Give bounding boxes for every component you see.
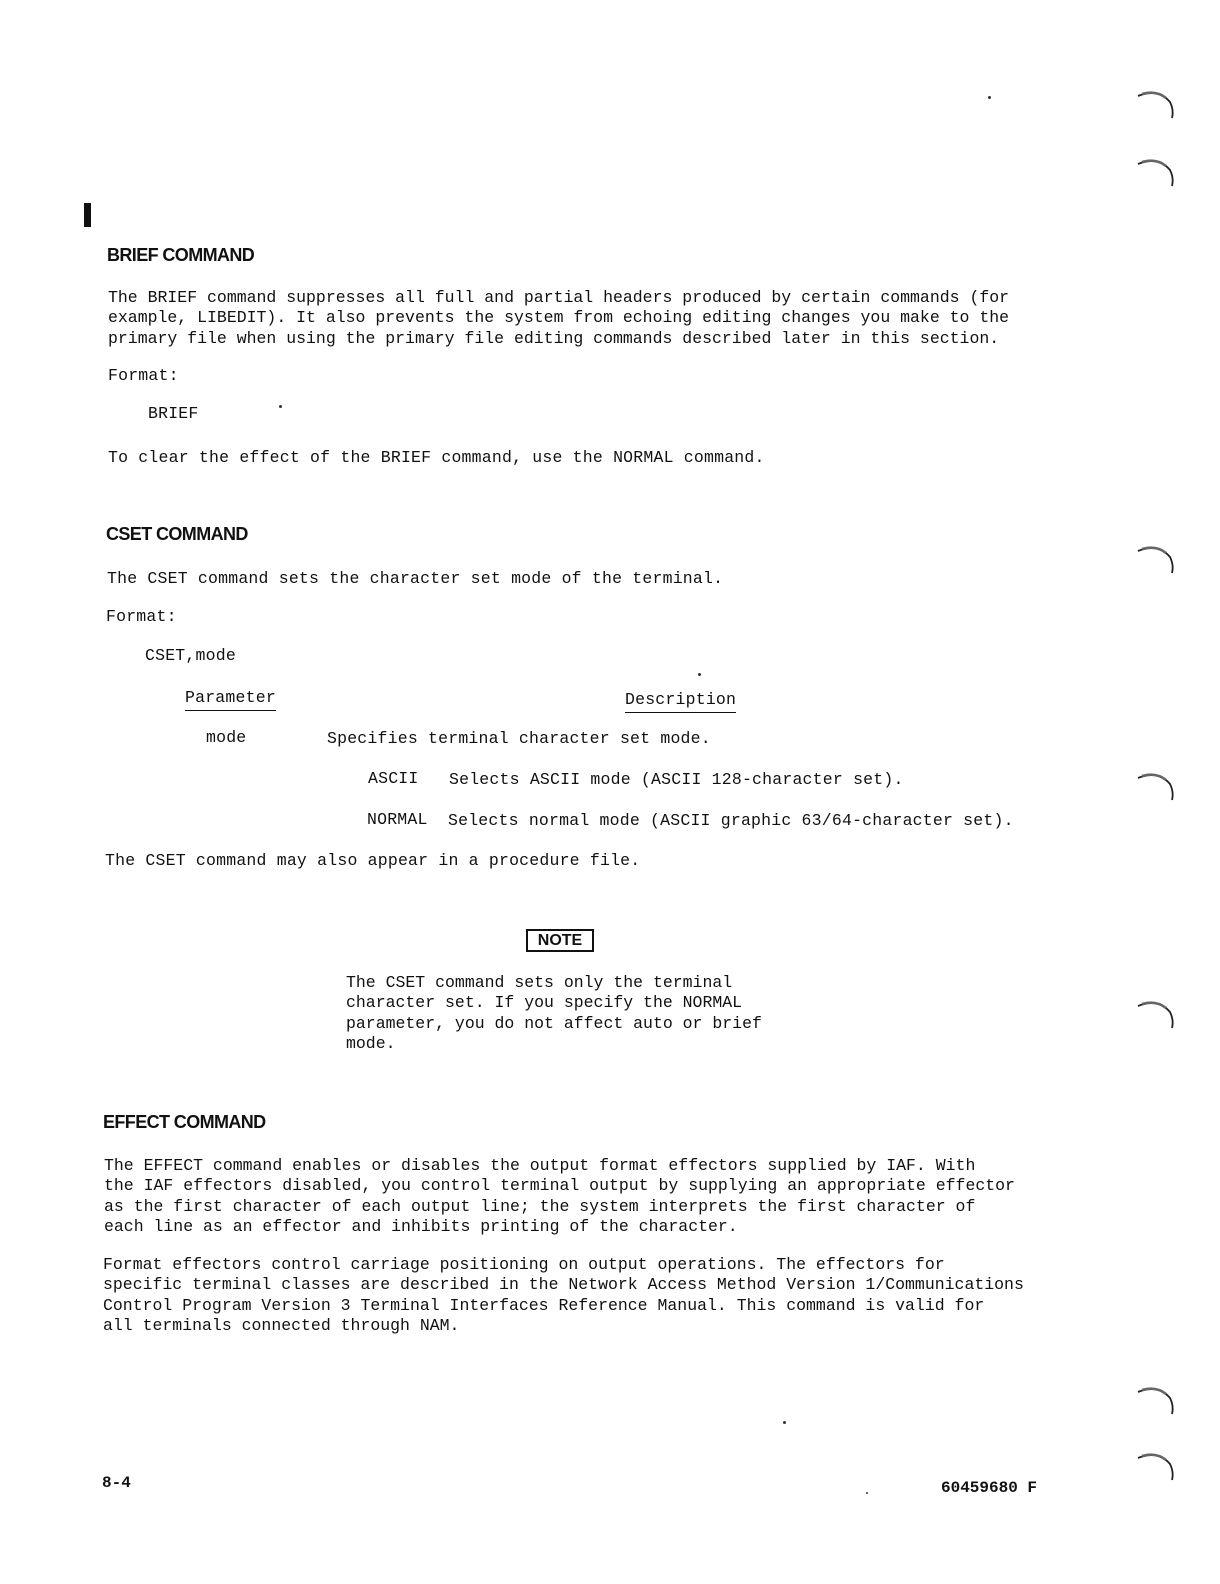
brief-clear-note: To clear the effect of the BRIEF command, use the NORMAL command. [108, 448, 765, 467]
binder-hole-mark [1136, 1450, 1176, 1484]
brief-heading: BRIEF COMMAND [107, 245, 255, 265]
description-column-header: Description [625, 690, 736, 713]
cset-format-label: Format: [106, 607, 177, 626]
option-normal-desc: Selects normal mode (ASCII graphic 63/64-character set). [448, 811, 1014, 830]
effect-description-2: Format effectors control carriage positioning on output operations. The effectors for specific terminal classes are described in the Network Access Method Version 1/Communications Control Program Version 3 Terminal Interfaces Reference Manual. This command is valid for all terminals connected through NAM. [103, 1255, 1024, 1335]
binder-hole-mark [1136, 543, 1176, 577]
option-normal-name: NORMAL [367, 810, 428, 829]
param-description: Specifies terminal character set mode. [327, 729, 711, 748]
change-bar [84, 203, 91, 227]
binder-hole-mark [1136, 156, 1176, 190]
cset-description: The CSET command sets the character set mode of the terminal. [107, 569, 724, 588]
binder-hole-mark [1136, 88, 1176, 122]
cset-heading: CSET COMMAND [106, 524, 248, 544]
scan-speck [988, 96, 991, 99]
document-number: 60459680 F [941, 1479, 1038, 1497]
note-label: NOTE [526, 929, 594, 952]
scan-speck [698, 673, 701, 676]
binder-hole-mark [1136, 998, 1176, 1032]
param-name: mode [206, 728, 247, 747]
option-ascii-name: ASCII [368, 769, 419, 788]
brief-description: The BRIEF command suppresses all full and partial headers produced by certain commands (for example, LIBEDIT). It also prevents the system from echoing editing changes you make to the primary file when using the primary file editing commands described later in this section. [108, 288, 1010, 348]
binder-hole-mark [1136, 770, 1176, 804]
effect-heading: EFFECT COMMAND [103, 1112, 266, 1132]
effect-description-1: The EFFECT command enables or disables the output format effectors supplied by IAF. With the IAF effectors disabled, you control terminal output by supplying an appropriate effector as the first character of each output line; the system interprets the first character of each line as an effector and inhibits printing of the character. [104, 1156, 1015, 1236]
page-number: 8-4 [102, 1474, 131, 1492]
scan-speck [279, 405, 282, 408]
note-text: The CSET command sets only the terminal character set. If you specify the NORMAL parameter, you do not affect auto or brief mode. [346, 973, 762, 1053]
scan-speck [783, 1421, 786, 1424]
option-ascii-desc: Selects ASCII mode (ASCII 128-character set). [449, 770, 904, 789]
binder-hole-mark [1136, 1384, 1176, 1418]
cset-format-syntax: CSET,mode [145, 646, 236, 665]
parameter-column-header: Parameter [185, 688, 276, 711]
brief-format-syntax: BRIEF [148, 404, 199, 423]
brief-format-label: Format: [108, 366, 179, 385]
scan-speck [866, 1492, 868, 1494]
cset-procedure-note: The CSET command may also appear in a procedure file. [105, 851, 641, 870]
